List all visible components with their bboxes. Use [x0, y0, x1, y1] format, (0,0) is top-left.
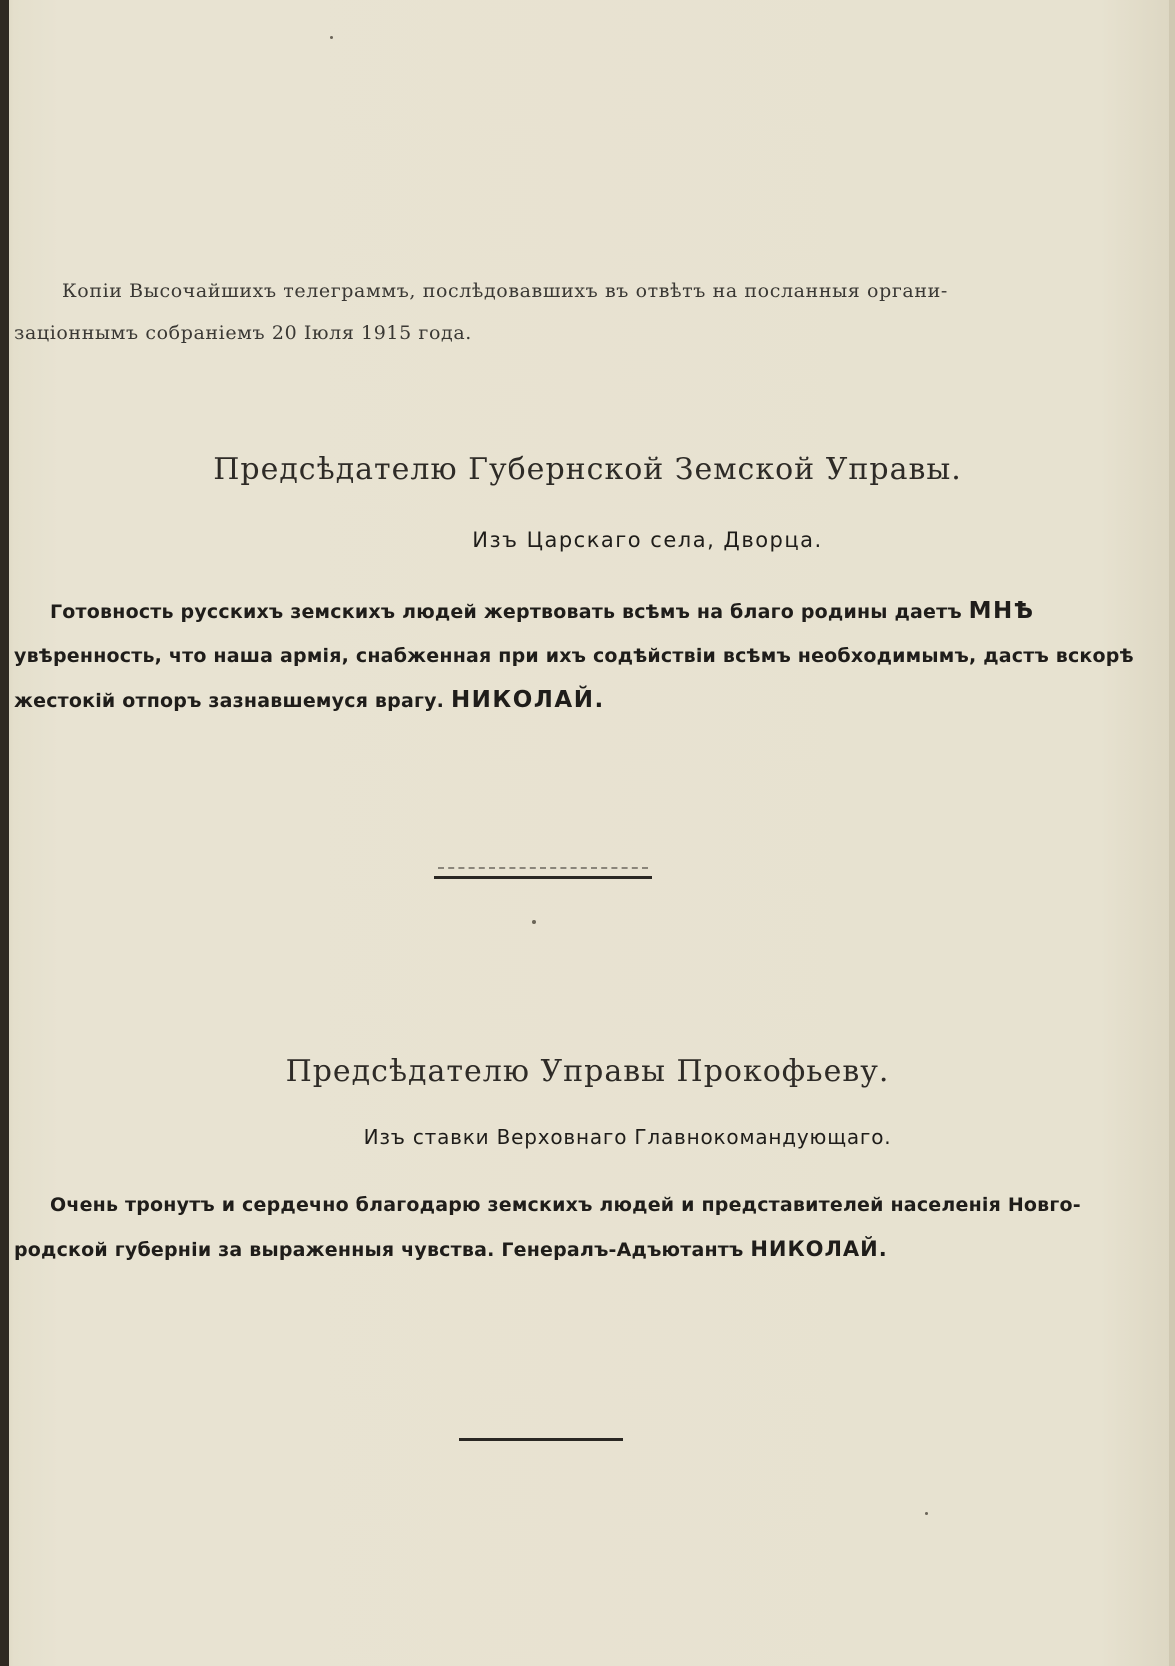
telegram-1-signature: НИКОЛАЙ. — [450, 687, 605, 713]
telegram-1-line-3-text: жестокій отпоръ зазнавшемуся врагу. — [14, 690, 445, 712]
telegram-1-line-3 — [14, 678, 1109, 723]
page-right-edge — [1169, 0, 1175, 1666]
intro-line-2: заціоннымъ собраніемъ 20 Іюля 1915 года. — [14, 322, 472, 344]
telegram-1-emphasis: МНѢ — [968, 598, 1035, 624]
telegram-1-heading: Предсѣдателю Губернской Земской Управы. — [213, 452, 962, 487]
telegram-1-line-1 — [14, 589, 1109, 634]
telegram-2-line-2-text: родской губерніи за выраженныя чувства. Генералъ-Адъютантъ — [14, 1239, 744, 1261]
telegram-2-signature: НИКОЛАЙ. — [750, 1237, 888, 1261]
telegram-1-text — [14, 589, 1134, 723]
paper-speck — [532, 920, 536, 924]
telegram-2-line-1: Очень тронутъ и сердечно благодарю земскихъ людей и представителей населенія Новго- — [50, 1194, 1081, 1216]
paper-speck — [330, 36, 333, 39]
telegram-1-origin: Изъ Царскаго села, Дворца. — [472, 528, 823, 552]
telegram-2-line-2 — [14, 1227, 1109, 1272]
telegram-2-text — [14, 1183, 1109, 1272]
divider-dashes — [438, 867, 648, 873]
paper-speck — [925, 1512, 928, 1515]
end-rule — [459, 1438, 623, 1441]
intro-paragraph — [14, 270, 1104, 354]
telegram-2-heading: Предсѣдателю Управы Прокофьеву. — [285, 1054, 890, 1089]
telegram-2-origin: Изъ ставки Верховнаго Главнокомандующаго. — [363, 1125, 892, 1149]
telegram-1-line-1-text: Готовность русскихъ земскихъ людей жертвовать всѣмъ на благо родины даетъ — [50, 601, 962, 623]
intro-line-1: Копіи Высочайшихъ телеграммъ, послѣдовавшихъ въ отвѣтъ на посланныя органи- — [62, 280, 948, 302]
telegram-1-line-2: увѣренность, что наша армія, снабженная при ихъ содѣйствіи всѣмъ необходимымъ, дастъ вскорѣ — [14, 645, 1134, 667]
section-divider — [434, 876, 652, 879]
page-binding-edge — [0, 0, 9, 1666]
